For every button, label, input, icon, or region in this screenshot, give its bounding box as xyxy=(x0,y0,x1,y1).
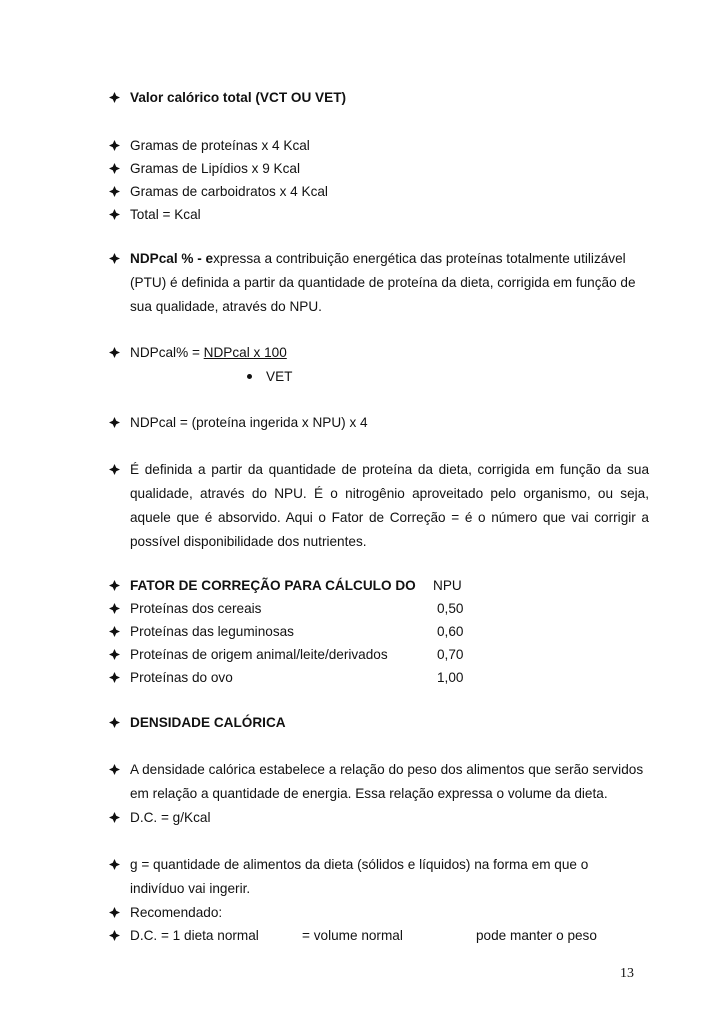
energy-list-item xyxy=(109,157,649,181)
page-number: 13 xyxy=(620,966,634,981)
g-line2: indivíduo vai ingerir. xyxy=(130,881,251,896)
ndpcal-percent-formula xyxy=(130,341,649,365)
density-line2: em relação a quantidade de energia. Essa relação expressa o volume da dieta. xyxy=(130,786,608,801)
diamond-bullet-icon xyxy=(109,92,120,103)
correction-row-label: Proteínas de origem animal/leite/derivados xyxy=(130,647,388,662)
diamond-bullet-icon xyxy=(109,163,120,174)
energy-list-item xyxy=(109,134,649,158)
dc-formula: D.C. = g/Kcal xyxy=(130,810,211,825)
correction-row xyxy=(109,597,649,621)
correction-row xyxy=(109,643,649,667)
dc-formula-item xyxy=(109,806,649,830)
diamond-bullet-icon xyxy=(109,930,120,941)
ndpcal-definition xyxy=(130,247,649,319)
ndpcal-percent-formula-item xyxy=(109,341,649,365)
diamond-bullet-icon xyxy=(109,209,120,220)
definition-line4: possível disponibilidade dos nutrientes. xyxy=(130,534,367,549)
correction-row-label: Proteínas dos cereais xyxy=(130,601,262,616)
g-definition xyxy=(130,853,649,901)
correction-row-value: 1,00 xyxy=(437,670,464,685)
density-title-item xyxy=(109,711,649,735)
ndpcal-formula: NDPcal = (proteína ingerida x NPU) x 4 xyxy=(130,415,368,430)
correction-header-label: FATOR DE CORREÇÃO PARA CÁLCULO DO xyxy=(130,578,416,593)
correction-header-value: NPU xyxy=(433,578,462,593)
correction-row xyxy=(109,620,649,644)
definition-line3: aquele que é absorvido. Aqui o Fator de Correção = é o número que vai corrigir a xyxy=(130,510,649,525)
density-definition-item xyxy=(109,758,649,806)
dc-row-col3: pode manter o peso xyxy=(476,928,597,943)
diamond-bullet-icon xyxy=(109,253,120,264)
diamond-bullet-icon xyxy=(109,186,120,197)
formula-numerator: NDPcal x 100 xyxy=(203,345,287,360)
correction-header-item xyxy=(109,574,649,598)
density-title: DENSIDADE CALÓRICA xyxy=(130,715,286,730)
npu-definition xyxy=(130,458,649,554)
correction-row xyxy=(109,666,649,690)
correction-row-value: 0,50 xyxy=(437,601,464,616)
diamond-bullet-icon xyxy=(109,603,120,614)
correction-row-value: 0,60 xyxy=(437,624,464,639)
energy-list-lipid: Gramas de Lipídios x 9 Kcal xyxy=(130,161,301,176)
correction-row-value: 0,70 xyxy=(437,647,464,662)
diamond-bullet-icon xyxy=(109,672,120,683)
formula-denominator-row xyxy=(247,367,292,387)
ndpcal-term: NDPcal % - e xyxy=(130,251,214,266)
energy-list-item xyxy=(109,180,649,204)
diamond-bullet-icon xyxy=(109,626,120,637)
dc-row-col2: = volume normal xyxy=(302,928,403,943)
energy-list-total: Total = Kcal xyxy=(130,207,201,222)
density-line1: A densidade calórica estabelece a relação do peso dos alimentos que serão servidos xyxy=(130,762,644,777)
round-bullet-icon xyxy=(247,374,252,379)
diamond-bullet-icon xyxy=(109,649,120,660)
ndpcal-text-line1: xpressa a contribuição energética das proteínas totalmente utilizável xyxy=(213,251,626,266)
energy-list-carb: Gramas de carboidratos x 4 Kcal xyxy=(130,184,328,199)
diamond-bullet-icon xyxy=(109,717,120,728)
correction-row-label: Proteínas do ovo xyxy=(130,670,233,685)
ndpcal-definition-item xyxy=(109,247,649,319)
g-line1: g = quantidade de alimentos da dieta (sólidos e líquidos) na forma em que o xyxy=(130,857,589,872)
definition-line1: É definida a partir da quantidade de proteína da dieta, corrigida em função da sua xyxy=(130,462,649,477)
g-definition-item xyxy=(109,853,649,901)
diamond-bullet-icon xyxy=(109,907,120,918)
vct-title: Valor calórico total (VCT OU VET) xyxy=(130,90,347,105)
diamond-bullet-icon xyxy=(109,580,120,591)
energy-list-protein: Gramas de proteínas x 4 Kcal xyxy=(130,138,310,153)
diamond-bullet-icon xyxy=(109,347,120,358)
formula-lhs: NDPcal% = xyxy=(130,345,204,360)
diamond-bullet-icon xyxy=(109,859,120,870)
recommended-label: Recomendado: xyxy=(130,905,223,920)
diamond-bullet-icon xyxy=(109,812,120,823)
diamond-bullet-icon xyxy=(109,764,120,775)
ndpcal-text-line2: (PTU) é definida a partir da quantidade de proteína da dieta, corrigida em função de xyxy=(130,275,636,290)
diamond-bullet-icon xyxy=(109,464,120,475)
ndpcal-formula-item xyxy=(109,411,649,435)
density-definition xyxy=(130,758,649,806)
vct-title-item xyxy=(109,86,649,110)
formula-denominator: VET xyxy=(266,369,293,384)
npu-definition-item xyxy=(109,458,649,554)
dc-row-col1: D.C. = 1 dieta normal xyxy=(130,928,259,943)
correction-row-label: Proteínas das leguminosas xyxy=(130,624,294,639)
diamond-bullet-icon xyxy=(109,140,120,151)
ndpcal-text-line3: sua qualidade, através do NPU. xyxy=(130,299,322,314)
definition-line2: qualidade, através do NPU. É o nitrogênio aproveitado pelo organismo, ou seja, xyxy=(130,486,649,501)
energy-list-item xyxy=(109,203,649,227)
diamond-bullet-icon xyxy=(109,417,120,428)
recommended-item xyxy=(109,901,649,925)
